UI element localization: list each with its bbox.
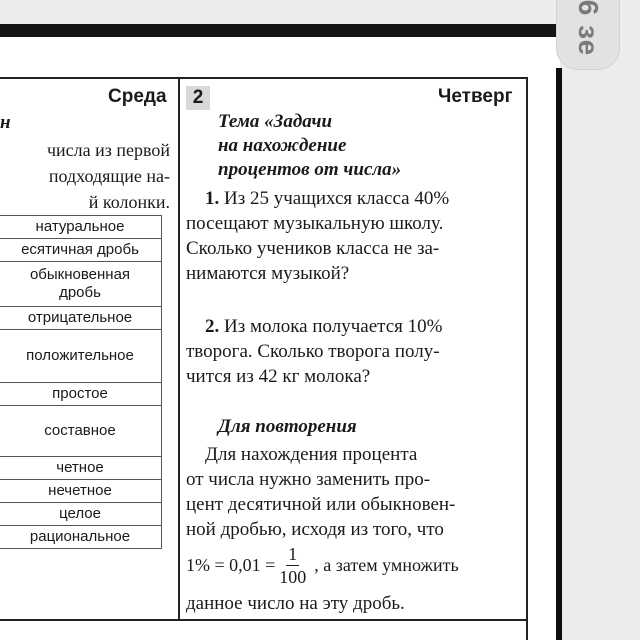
task-2-line: чится из 42 кг молока? (186, 366, 371, 387)
fraction-numerator: 1 (288, 544, 298, 564)
thursday-title: Четверг (438, 86, 513, 107)
bottom-rule (0, 619, 528, 621)
fraction-denominator: 100 (279, 567, 307, 587)
task-1-number: 1. (205, 188, 220, 209)
repeat-line-text: Для нахождения процента (205, 444, 418, 465)
table-row (0, 383, 162, 406)
wednesday-title: Среда (108, 86, 167, 107)
task-2-line: творога. Сколько творога полу- (186, 341, 440, 362)
formula-fraction (277, 543, 308, 588)
right-border-strip (556, 68, 562, 640)
topic-line: процентов от числа» (218, 159, 402, 180)
task-2-line (186, 314, 520, 339)
topic-line: на нахождение (218, 135, 347, 156)
table-cell: четное (0, 457, 162, 480)
table-row (0, 457, 162, 480)
number-types-table (0, 215, 162, 549)
wednesday-instructions (0, 137, 170, 215)
table-row (0, 480, 162, 503)
task-1-text: Из 25 учащихся класса 40% (224, 188, 450, 209)
table-cell: есятичная дробь (0, 239, 162, 262)
table-cell: отрицательное (0, 307, 162, 330)
table-row (0, 239, 162, 262)
table-row (0, 262, 162, 307)
repeat-line: от числа нужно заменить про- (186, 469, 431, 490)
table-cell: простое (0, 383, 162, 406)
repeat-line: ной дробью, исходя из того, что (186, 519, 444, 540)
task-2-text: Из молока получается 10% (224, 316, 443, 337)
task-1-line: Сколько учеников класса не за- (186, 238, 440, 259)
table-row (0, 216, 162, 239)
table-row (0, 526, 162, 549)
task-1 (186, 186, 520, 286)
percent-formula (186, 543, 459, 588)
formula-rest: , а затем умножить (314, 555, 459, 575)
table-cell: составное (0, 406, 162, 457)
top-background (0, 0, 640, 24)
table-cell: обыкновенная дробь (0, 262, 162, 307)
table-cell: рациональное (0, 526, 162, 549)
topic-line: Тема «Задачи (218, 111, 333, 132)
task-2-number: 2. (205, 316, 220, 337)
table-cell: целое (0, 503, 162, 526)
table-cell: нечетное (0, 480, 162, 503)
table-cell: натуральное (0, 216, 162, 239)
task-1-line: посещают музыкальную школу. (186, 213, 444, 234)
repeat-line (186, 442, 520, 467)
repeat-line: цент десятичной или обыкновен- (186, 494, 456, 515)
topic-heading (218, 110, 401, 182)
table-row (0, 406, 162, 457)
table-row (0, 307, 162, 330)
wednesday-task-label: н (0, 112, 11, 133)
task-1-line (186, 186, 520, 211)
right-margin (560, 0, 640, 640)
task-1-line: нимаются музыкой? (186, 263, 350, 284)
formula-lhs: 1% = 0,01 = (186, 555, 276, 575)
wednesday-line: числа из первой (46, 140, 170, 160)
wednesday-line: й колонки. (88, 192, 170, 212)
table-row (0, 503, 162, 526)
task-2 (186, 314, 520, 389)
page-tab-label: 6 зе (573, 0, 604, 57)
column-divider (178, 77, 180, 620)
table-row (0, 330, 162, 383)
repeat-text (186, 442, 520, 542)
final-line: данное число на эту дробь. (186, 593, 405, 614)
section-number-badge: 2 (186, 86, 210, 110)
wednesday-line: подходящие на- (48, 166, 170, 186)
table-cell: положительное (0, 330, 162, 383)
repeat-heading: Для повторения (218, 416, 357, 437)
top-border-bar (0, 24, 560, 37)
